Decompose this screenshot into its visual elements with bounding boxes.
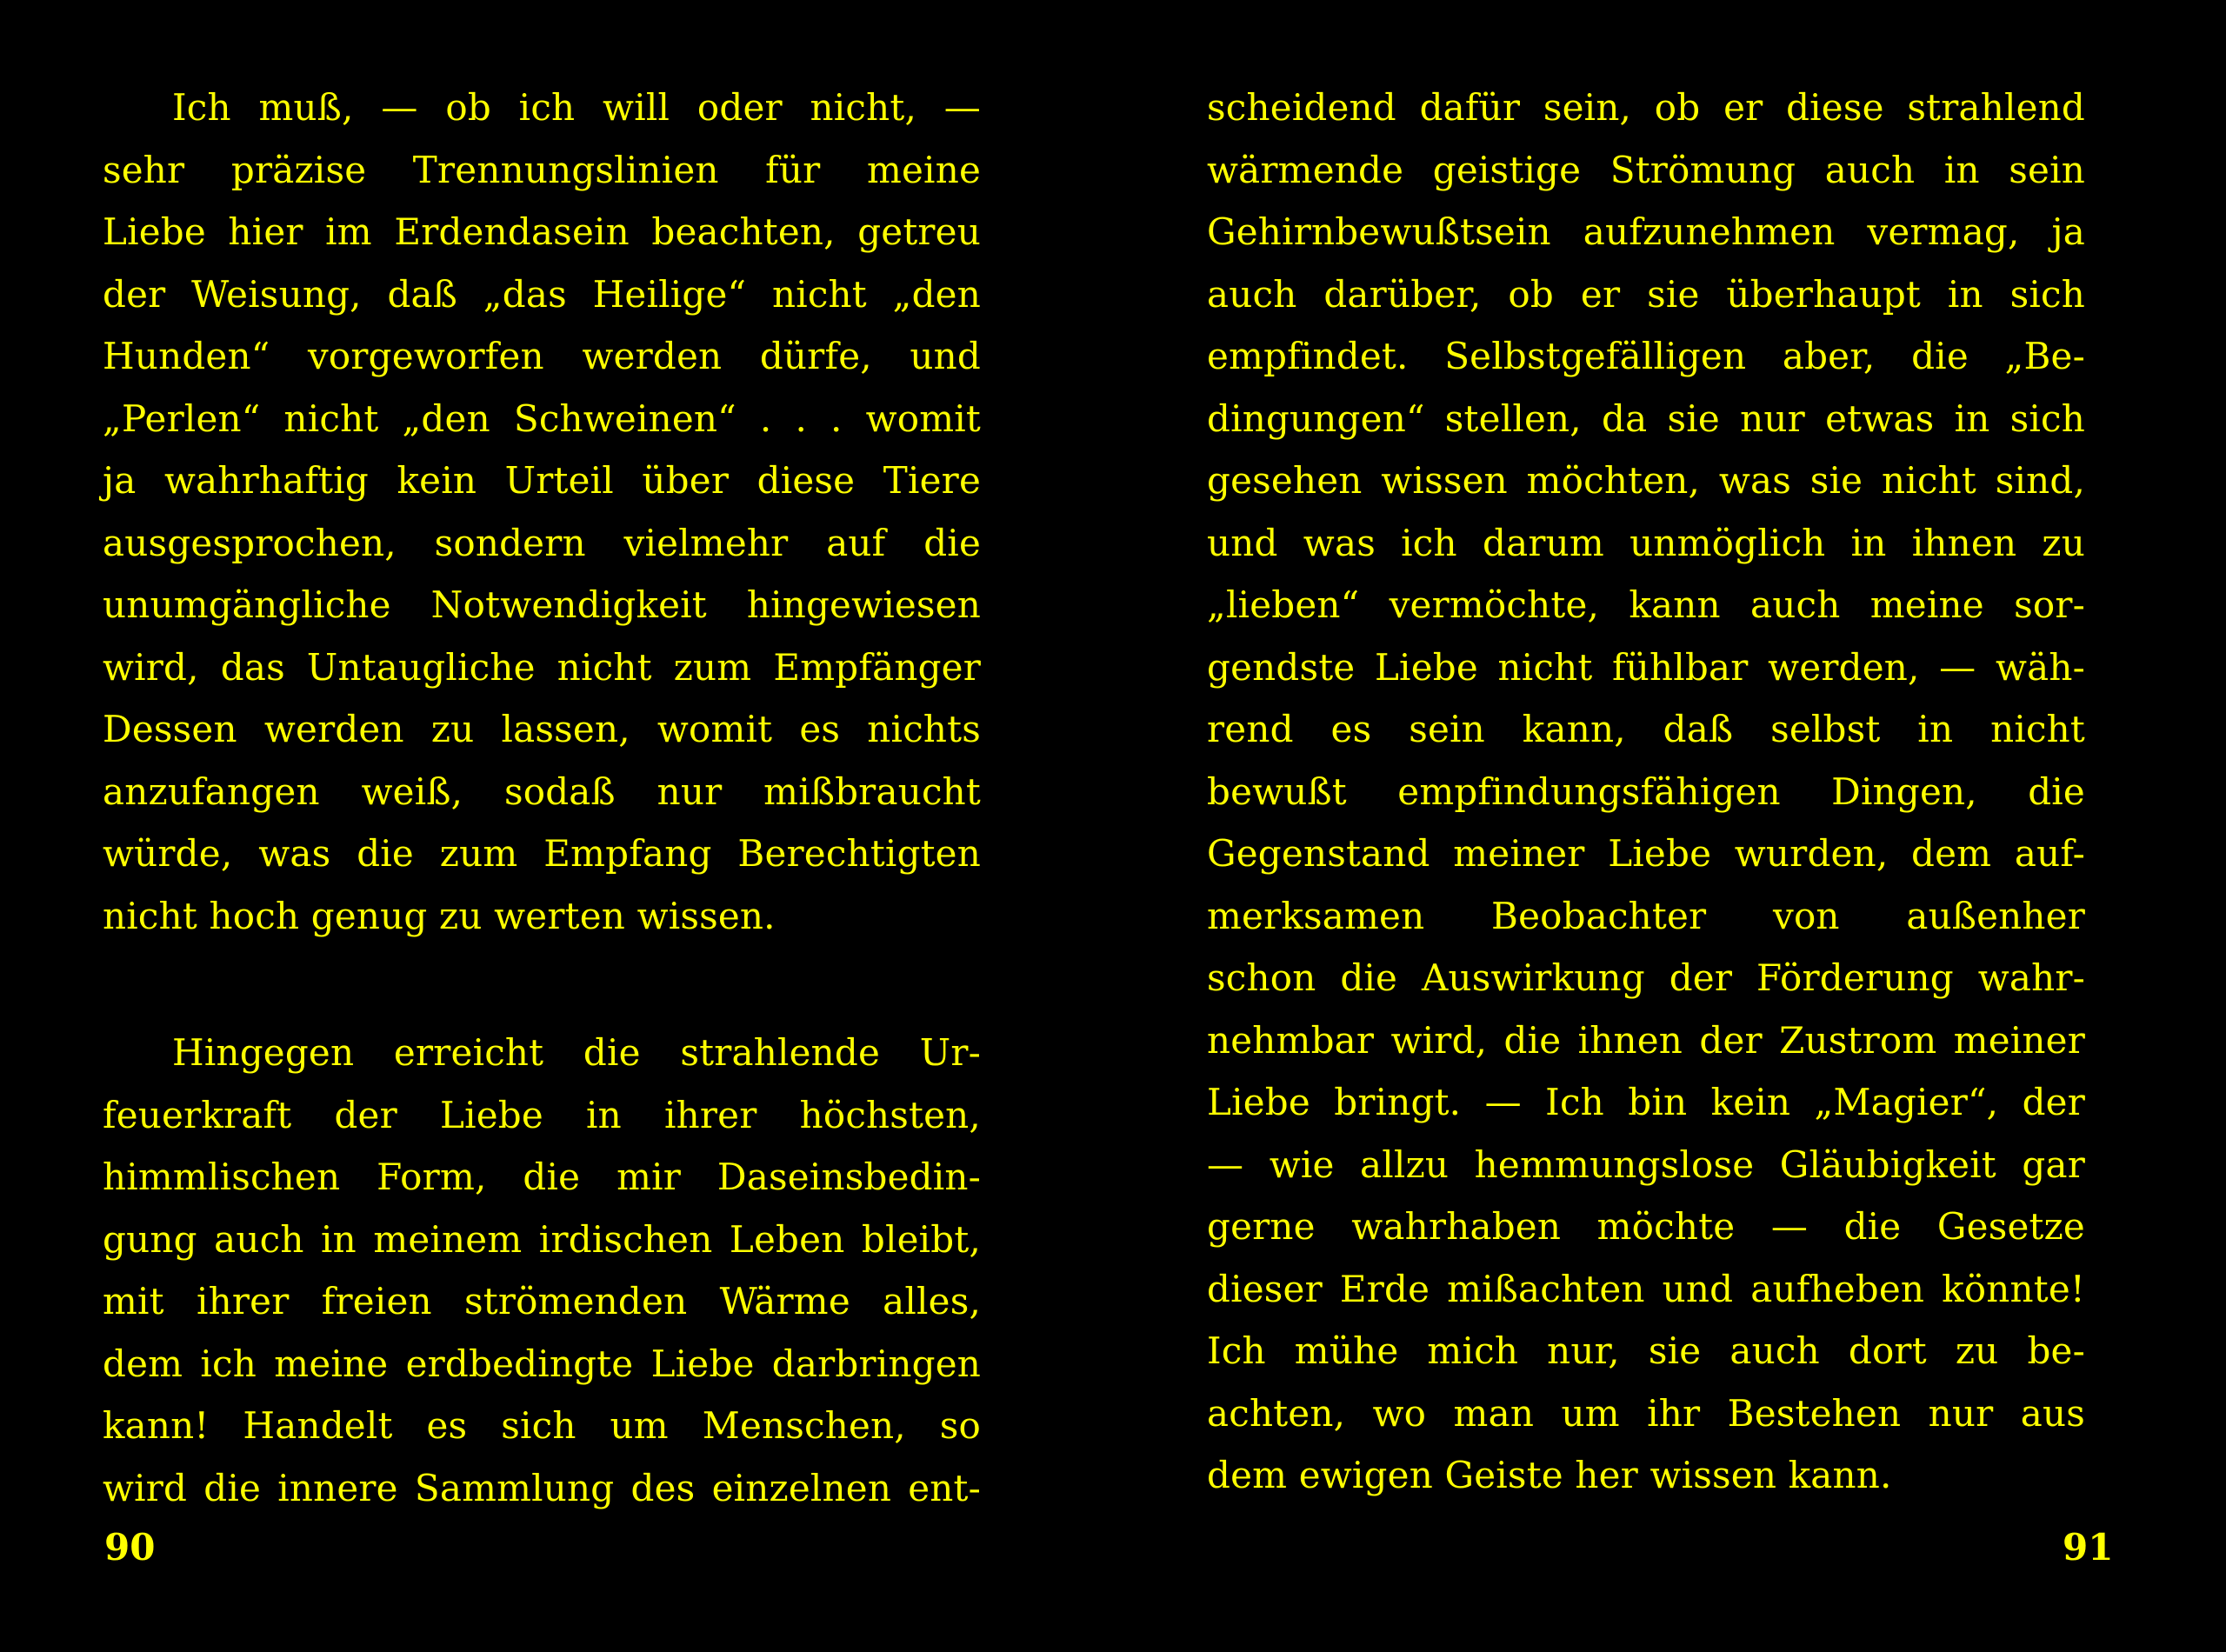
right-page [1207,77,2085,1607]
text-line: merksamen Beobachter von außenher [1207,894,2085,937]
text-line: ja wahrhaftig kein Urteil über diese Tiere [103,459,981,502]
paragraph-continued [1207,77,2085,1507]
text-line: mit ihrer freien strömenden Wärme alles, [103,1280,981,1322]
text-line: bewußt empfindungsfähigen Dingen, die [1207,769,2085,813]
text-line: gung auch in meinem irdischen Leben bleibt, [103,1217,981,1261]
text-line: gesehen wissen möchten, was sie nicht sind, [1207,459,2085,502]
text-line: Gegenstand meiner Liebe wurden, dem auf- [1207,832,2085,875]
text-line: himmlischen Form, die mir Daseinsbedin- [103,1156,981,1198]
text-line: — wie allzu hemmungslose Gläubigkeit gar [1207,1142,2085,1186]
page-number-right: 91 [2063,1526,2114,1569]
text-line: und was ich darum unmöglich in ihnen zu [1207,521,2085,564]
text-line: empfindet. Selbstgefälligen aber, die „Be- [1207,335,2085,377]
text-line: anzufangen weiß, sodaß nur mißbraucht [103,769,981,813]
text-line: unumgängliche Notwendigkeit hingewiesen [103,583,981,626]
text-line: wird, das Untaugliche nicht zum Empfänger [103,645,981,689]
text-line: schon die Auswirkung der Förderung wahr- [1207,956,2085,999]
text-line: rend es sein kann, daß selbst in nicht [1207,708,2085,750]
text-line: würde, was die zum Empfang Berechtigten [103,832,981,875]
text-line: gerne wahrhaben möchte — die Gesetze [1207,1205,2085,1248]
text-line: Gehirnbewußtsein aufzunehmen vermag, ja [1207,210,2085,253]
text-line: scheidend dafür sein, ob er diese strahlend [1207,86,2085,129]
text-line: nehmbar wird, die ihnen der Zustrom meiner [1207,1018,2085,1062]
text-line: Ich muß, — ob ich will oder nicht, — [172,86,981,129]
text-line: Ich mühe mich nur, sie auch dort zu be- [1207,1329,2085,1372]
text-line: wärmende geistige Strömung auch in sein [1207,148,2085,191]
text-line: feuerkraft der Liebe in ihrer höchsten, [103,1093,981,1136]
text-line: „Perlen“ nicht „den Schweinen“ . . . womit [103,396,981,440]
text-line: nicht hoch genug zu werten wissen. [103,894,776,937]
text-line: dingungen“ stellen, da sie nur etwas in sich [1207,396,2085,440]
text-line: kann! Handelt es sich um Menschen, so [103,1404,981,1447]
text-line: der Weisung, daß „das Heilige“ nicht „den [103,272,981,316]
left-page [103,77,981,1607]
page-number-left: 90 [104,1526,156,1569]
text-line: achten, wo man um ihr Bestehen nur aus [1207,1391,2085,1435]
paragraph-2 [103,1022,981,1519]
text-line: „lieben“ vermöchte, kann auch meine sor- [1207,583,2085,626]
text-line: Liebe hier im Erdendasein beachten, getreu [103,210,981,253]
text-line: auch darüber, ob er sie überhaupt in sich [1207,272,2085,316]
text-line: Dessen werden zu lassen, womit es nichts [103,708,981,750]
paragraph-gap [103,947,981,1022]
text-line: sehr präzise Trennungslinien für meine [103,148,981,191]
text-line: Hingegen erreicht die strahlende Ur- [172,1031,981,1074]
text-line: ausgesprochen, sondern vielmehr auf die [103,521,981,564]
text-line: dem ewigen Geiste her wissen kann. [1207,1454,1892,1496]
text-line: Hunden“ vorgeworfen werden dürfe, und [103,335,981,377]
text-line: gendste Liebe nicht fühlbar werden, — wäh- [1207,645,2085,689]
text-line: dem ich meine erdbedingte Liebe darbringen [103,1342,981,1385]
text-line: wird die innere Sammlung des einzelnen ent- [103,1466,981,1509]
paragraph-1 [103,77,981,947]
text-line: Liebe bringt. — Ich bin kein „Magier“, der [1207,1081,2085,1123]
text-line: dieser Erde mißachten und aufheben könnte! [1207,1267,2085,1310]
